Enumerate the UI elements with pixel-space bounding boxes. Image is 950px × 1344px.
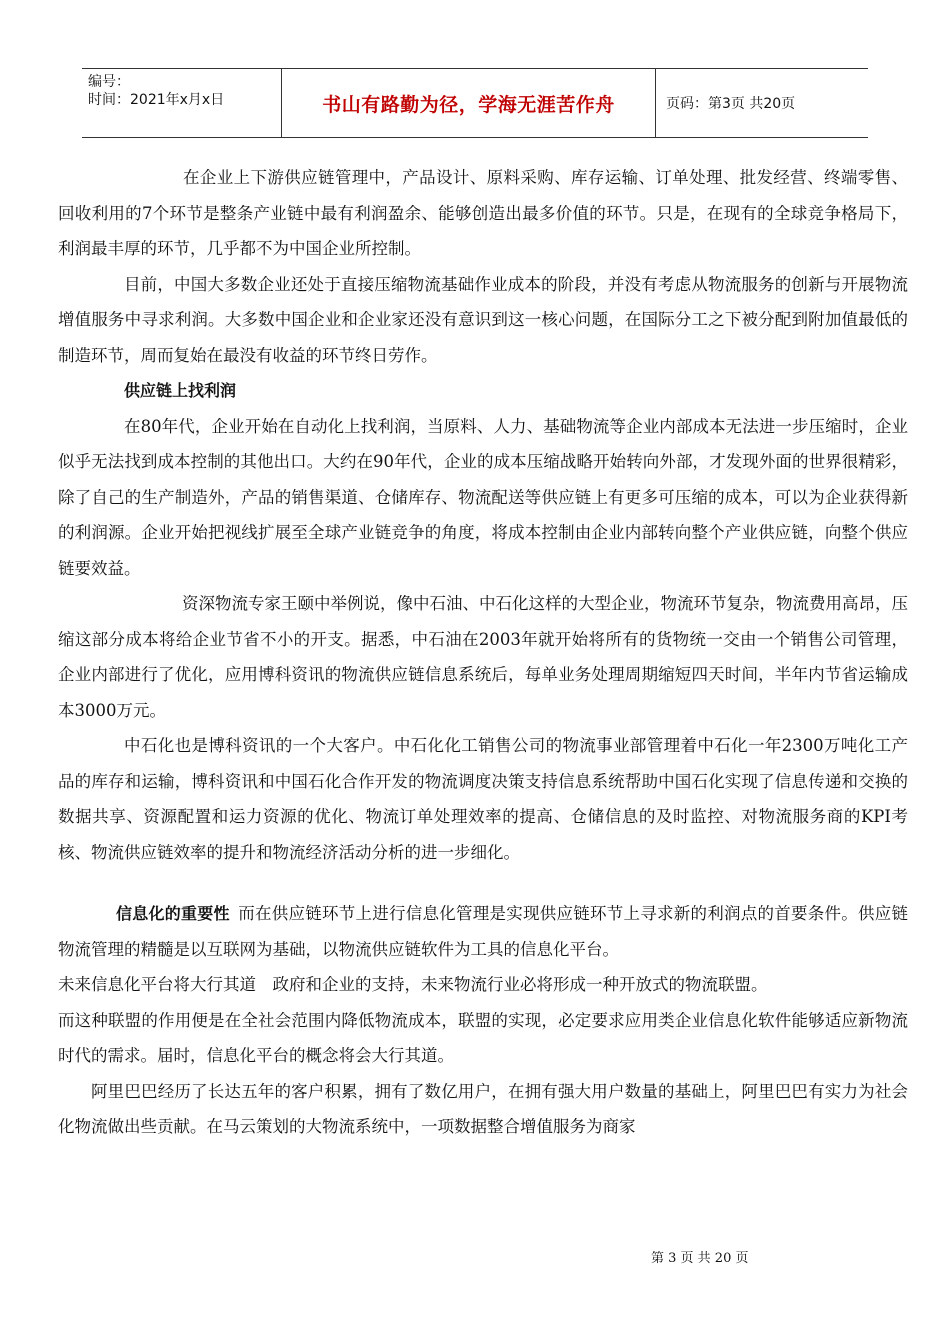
paragraph-expert-example: 资深物流专家王颐中举例说，像中石油、中石化这样的大型企业，物流环节复杂，物流费用高昂，压缩这部分成本将给企业节省不小的开支。据悉，中石油在2003年就开始将所有的货物统一交由一个销售公司管理，企业内部进行了优化，应用博科资讯的物流供应链信息系统后，每单业务处理周期缩短四天时间，半年内节省运输成本3000万元。 [58, 594, 908, 720]
header-info-cell [82, 69, 282, 137]
document-number-label: 编号： [88, 74, 130, 90]
paragraph-sinopec: 中石化也是博科资讯的一个大客户。中石化化工销售公司的物流事业部管理着中石化一年2300万吨化工产品的库存和运输，博科资讯和中国石化合作开发的物流调度决策支持信息系统帮助中国石化实现了信息传递和交换的数据共享、资源配置和运力资源的优化、物流订单处理效率的提高、仓储信息的及时监控、对物流服务商的KPI考核、物流供应链效率的提升和物流经济活动分析的进一步细化。 [58, 736, 908, 862]
paragraph-informatization-text: 而在供应链环节上进行信息化管理是实现供应链环节上寻求新的利润点的首要条件。供应链物流管理的精髓是以互联网为基础，以物流供应链软件为工具的信息化平台。 [58, 904, 908, 959]
paragraph-informatization [58, 896, 908, 967]
paragraph-china-enterprises: 目前，中国大多数企业还处于直接压缩物流基础作业成本的阶段，并没有考虑从物流服务的创新与开展物流增值服务中寻求利润。大多数中国企业和企业家还没有意识到这一核心问题，在国际分工之下被分配到附加值最低的制造环节，周而复始在最没有收益的环节终日劳作。 [58, 274, 908, 365]
header-page-number: 页码：第3页 共20页 [666, 96, 796, 112]
header-motto-cell [282, 69, 656, 137]
section-heading-informatization: 信息化的重要性 [116, 904, 230, 923]
document-time-label: 时间：2021年x月x日 [88, 92, 225, 108]
paragraph-supply-chain-intro: 在企业上下游供应链管理中，产品设计、原料采购、库存运输、订单处理、批发经营、终端零售、回收利用的7个环节是整条产业链中最有利润盈余、能够创造出最多价值的环节。只是，在现有的全球竞争格局下，利润最丰厚的环节，几乎都不为中国企业所控制。 [58, 168, 908, 258]
paragraph-alliance: 而这种联盟的作用便是在全社会范围内降低物流成本，联盟的实现，必定要求应用类企业信息化软件能够适应新物流时代的需求。届时，信息化平台的概念将会大行其道。 [58, 1010, 908, 1065]
header-table [82, 68, 868, 138]
footer-page-number: 第 3 页 共 20 页 [651, 1251, 749, 1266]
document-body [58, 160, 908, 1145]
paragraph-alibaba: 阿里巴巴经历了长达五年的客户积累，拥有了数亿用户，在拥有强大用户数量的基础上，阿里巴巴有实力为社会化物流做出些贡献。在马云策划的大物流系统中，一项数据整合增值服务为商家 [58, 1081, 908, 1136]
section-heading-profit: 供应链上找利润 [124, 381, 237, 400]
header-motto: 书山有路勤为径，学海无涯苦作舟 [322, 93, 615, 116]
paragraph-platform-future: 未来信息化平台将大行其道 政府和企业的支持，未来物流行业必将形成一种开放式的物流联盟。 [58, 975, 768, 994]
paragraph-1980s-automation: 在80年代，企业开始在自动化上找利润，当原料、人力、基础物流等企业内部成本无法进一步压缩时，企业似乎无法找到成本控制的其他出口。大约在90年代，企业的成本压缩战略开始转向外部，才发现外面的世界很精彩，除了自己的生产制造外，产品的销售渠道、仓储库存、物流配送等供应链上有更多可压缩的成本，可以为企业获得新的利润源。企业开始把视线扩展至全球产业链竞争的角度，将成本控制由企业内部转向整个产业供应链，向整个供应链要效益。 [58, 416, 908, 578]
header-page-cell [656, 69, 868, 137]
